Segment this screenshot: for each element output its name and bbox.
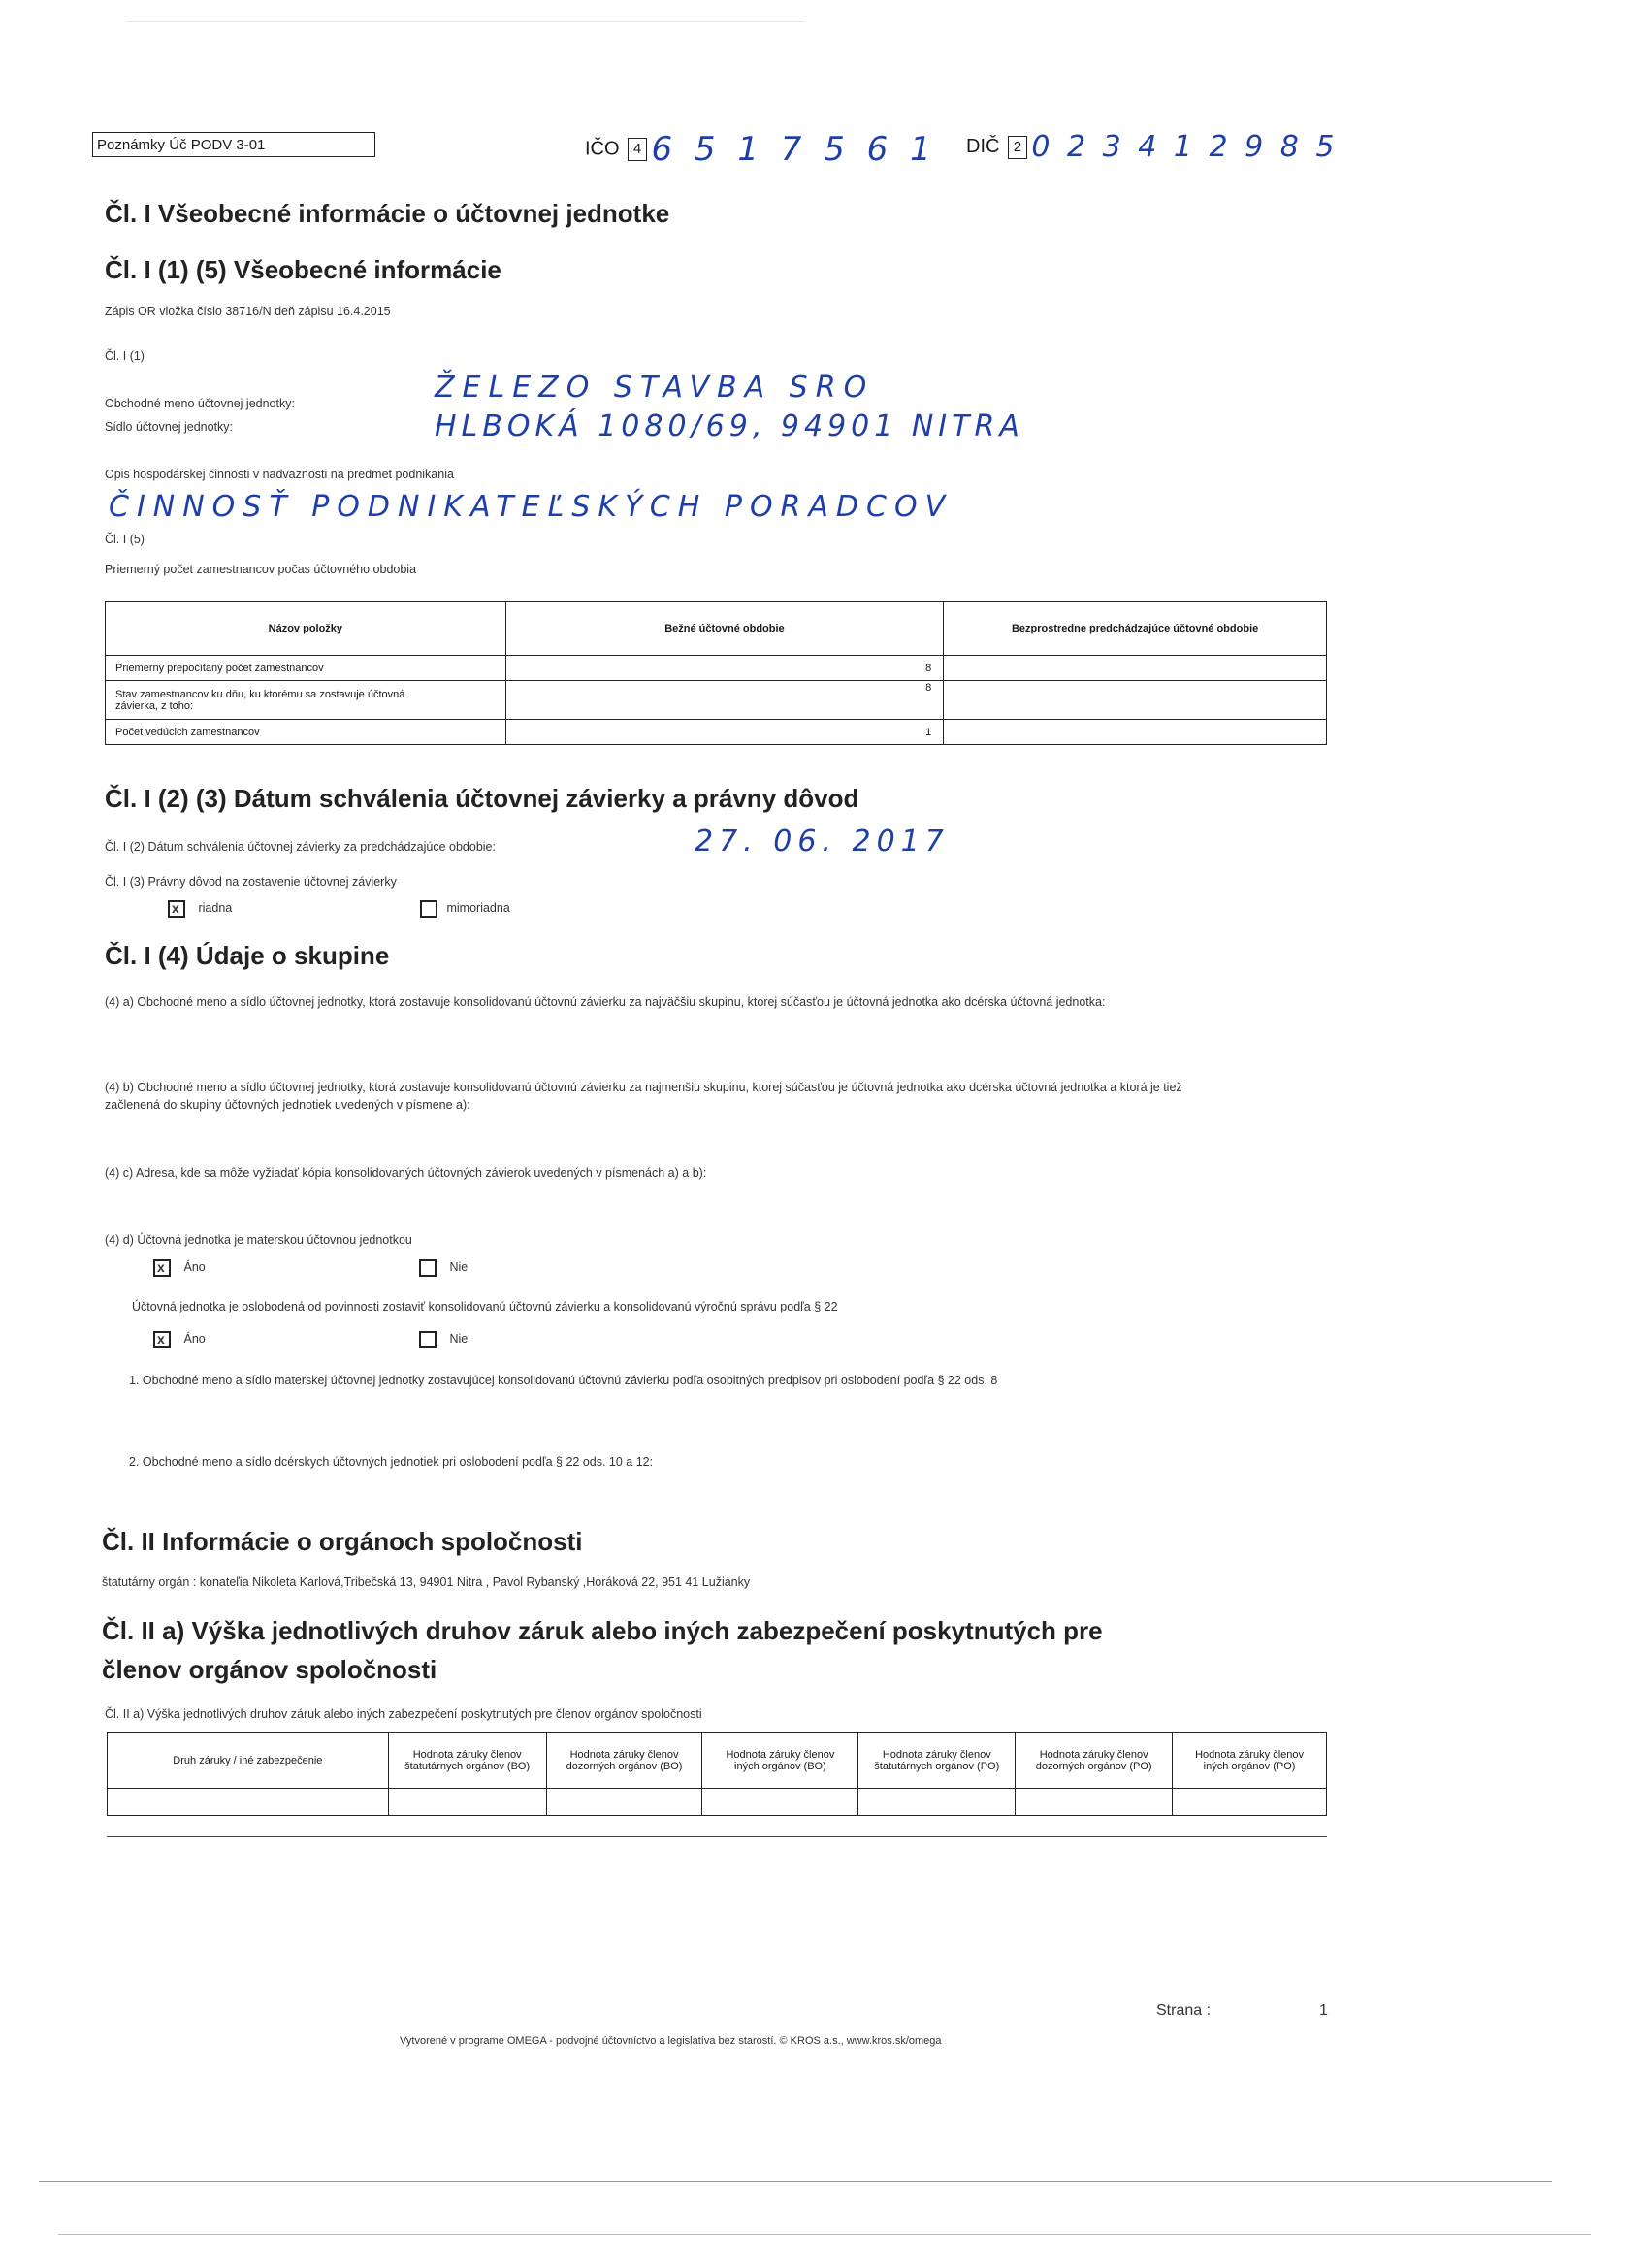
section1-title: Čl. I Všeobecné informácie o účtovnej jednotke — [105, 199, 670, 228]
table-row — [108, 1789, 1327, 1816]
exempt-text: Účtovná jednotka je oslobodená od povinnosti zostaviť konsolidovanú účtovnú závierku a konsolidovanú výročnú správu podľa § 22 — [132, 1300, 838, 1313]
checkbox-parent-yes[interactable] — [153, 1259, 171, 1277]
guarantee-table — [107, 1732, 1327, 1816]
ico-handwritten: 6 5 1 7 5 6 1 — [651, 130, 937, 169]
approval-date-value: 27. 06. 2017 — [695, 825, 950, 859]
row-label: Stav zamestnancov ku dňu, ku ktorému sa zostavuje účtovná závierka, z toho: — [106, 681, 506, 720]
ico-field — [585, 130, 937, 169]
checkbox-regular[interactable] — [168, 900, 185, 918]
row-previous — [944, 656, 1327, 681]
checkbox-extra[interactable] — [420, 900, 437, 918]
exempt-no-option — [419, 1331, 468, 1348]
header-current: Bežné účtovné obdobie — [505, 602, 944, 656]
ico-label: IČO — [585, 138, 620, 160]
group-c-text: (4) c) Adresa, kde sa môže vyžiadať kópia konsolidovaných účtovných závierok uvedených v písmenách a) a b): — [105, 1166, 707, 1180]
row-label: Priemerný prepočítaný počet zamestnancov — [106, 656, 506, 681]
dic-label: DIČ — [966, 136, 1000, 157]
exempt-yes-option — [153, 1331, 206, 1348]
page-label: Strana : — [1156, 2002, 1212, 2019]
approval-date-label: Čl. I (2) Dátum schválenia účtovnej závierky za predchádzajúce obdobie: — [105, 840, 496, 854]
parent-yes-label: Áno — [183, 1260, 206, 1275]
cl-5-label: Čl. I (5) — [105, 533, 145, 546]
parent-yes-option — [153, 1259, 206, 1277]
cell — [108, 1789, 389, 1816]
exempt-yes-label: Áno — [183, 1332, 206, 1346]
header-previous: Bezprostredne predchádzajúce účtovné obdobie — [944, 602, 1327, 656]
row-previous — [944, 681, 1327, 720]
section3-title: Čl. I (4) Údaje o skupine — [105, 941, 390, 970]
guarantee-table-header — [108, 1733, 1327, 1789]
checkbox-exempt-yes[interactable] — [153, 1331, 171, 1348]
section4-subtitle-line2: členov orgánov spoločnosti — [102, 1655, 437, 1684]
header-type: Druh záruky / iné zabezpečenie — [108, 1733, 389, 1789]
cell — [1173, 1789, 1327, 1816]
check-mark: x — [157, 1331, 165, 1346]
table-underline — [107, 1836, 1327, 1837]
table-row — [106, 681, 1327, 720]
cell — [1016, 1789, 1173, 1816]
section2-title: Čl. I (2) (3) Dátum schválenia účtovnej závierky a právny dôvod — [105, 784, 859, 813]
group-b-text: (4) b) Obchodné meno a sídlo účtovnej jednotky, ktorá zostavuje konsolidovanú účtovnú závierku za najmenšiu skupinu, ktorej súčasťou je účtovná jednotka ako dcérska účtovná jednotka a ktorá je tiež začlenená do skupiny účtovných jednotiek uvedených v písmene a): — [105, 1081, 1182, 1112]
guarantee-small-label: Čl. II a) Výška jednotlivých druhov záruk alebo iných zabezpečení poskytnutých pre členov orgánov spoločnosti — [105, 1707, 702, 1721]
parent-no-option — [419, 1259, 468, 1277]
table-row — [106, 656, 1327, 681]
option-extra — [420, 900, 510, 918]
legal-reason-label: Čl. I (3) Právny dôvod na zostavenie účtovnej závierky — [105, 875, 397, 889]
dic-field — [966, 130, 1338, 169]
name-value: ŽELEZO STAVBA SRO — [435, 371, 875, 405]
cl-1-label: Čl. I (1) — [105, 349, 145, 363]
option-regular — [168, 900, 232, 918]
cell — [546, 1789, 702, 1816]
parent-no-label: Nie — [449, 1260, 469, 1275]
page-number: 1 — [1319, 2002, 1328, 2019]
employees-label: Priemerný počet zamestnancov počas účtovného obdobia — [105, 563, 417, 576]
header-supervisory-bo: Hodnota záruky členov dozorných orgánov (BO) — [546, 1733, 702, 1789]
row-previous — [944, 720, 1327, 745]
row-label: Počet vedúcich zamestnancov — [106, 720, 506, 745]
exempt-no-label: Nie — [449, 1332, 469, 1346]
section4-subtitle-line1: Čl. II a) Výška jednotlivých druhov záruk alebo iných zabezpečení poskytnutých pre — [102, 1616, 1103, 1645]
activity-value: ČINNOSŤ PODNIKATEĽSKÝCH PORADCOV — [109, 490, 954, 524]
statutory-text: štatutárny orgán : konateľia Nikoleta Karlová,Tribečská 13, 94901 Nitra , Pavol Rybanský ,Horáková 22, 951 41 Lužianky — [102, 1575, 751, 1589]
checkbox-exempt-no[interactable] — [419, 1331, 436, 1348]
group-a-text: (4) a) Obchodné meno a sídlo účtovnej jednotky, ktorá zostavuje konsolidovanú účtovnú závierku za najväčšiu skupinu, ktorej súčasťou je účtovná jednotka ako dcérska účtovná jednotka: — [105, 995, 1106, 1009]
row-current: 1 — [505, 720, 944, 745]
note1-text: 1. Obchodné meno a sídlo materskej účtovnej jednotky zostavujúcej konsolidovanú účtovnú závierku podľa osobitných predpisov pri oslobodení podľa § 22 ods. 8 — [129, 1374, 998, 1387]
dic-first-digit: 2 — [1008, 136, 1027, 159]
scan-line-bottom-1 — [39, 2181, 1552, 2182]
cell — [702, 1789, 858, 1816]
header-supervisory-po: Hodnota záruky členov dozorných orgánov (PO) — [1016, 1733, 1173, 1789]
scan-line-top — [126, 21, 805, 22]
seat-value: HLBOKÁ 1080/69, 94901 NITRA — [435, 409, 1024, 443]
cell — [388, 1789, 546, 1816]
section4-title: Čl. II Informácie o orgánoch spoločnosti — [102, 1527, 583, 1556]
registration-text: Zápis OR vložka číslo 38716/N deň zápisu 16.4.2015 — [105, 305, 391, 318]
option-extra-label: mimoriadna — [446, 901, 510, 916]
dic-handwritten: 0 2 3 4 1 2 9 8 5 — [1031, 130, 1339, 164]
checkbox-parent-no[interactable] — [419, 1259, 436, 1277]
employees-table — [105, 601, 1327, 745]
row-current: 8 — [505, 681, 944, 720]
note2-text: 2. Obchodné meno a sídlo dcérskych účtovných jednotiek pri oslobodení podľa § 22 ods. 10 a 12: — [129, 1455, 654, 1469]
ico-first-digit: 4 — [628, 138, 647, 161]
check-mark: x — [157, 1259, 165, 1275]
employees-table-header — [106, 602, 1327, 656]
table-row — [106, 720, 1327, 745]
check-mark: x — [172, 900, 179, 916]
option-regular-label: riadna — [198, 901, 233, 916]
group-d-text: (4) d) Účtovná jednotka je materskou účtovnou jednotkou — [105, 1233, 412, 1247]
name-label: Obchodné meno účtovnej jednotky: — [105, 397, 295, 410]
seat-label: Sídlo účtovnej jednotky: — [105, 420, 234, 434]
footer-credit: Vytvorené v programe OMEGA - podvojné účtovníctvo a legislatíva bez starostí. © KROS a.s., www.kros.sk/omega — [400, 2035, 942, 2047]
header-other-po: Hodnota záruky členov iných orgánov (PO) — [1173, 1733, 1327, 1789]
header-other-bo: Hodnota záruky členov iných orgánov (BO) — [702, 1733, 858, 1789]
form-code: Poznámky Úč PODV 3-01 — [97, 137, 266, 153]
cell — [858, 1789, 1016, 1816]
header-name: Názov položky — [106, 602, 506, 656]
activity-label: Opis hospodárskej činnosti v nadväznosti na predmet podnikania — [105, 468, 454, 481]
section1-subtitle: Čl. I (1) (5) Všeobecné informácie — [105, 255, 501, 284]
row-current: 8 — [505, 656, 944, 681]
scan-line-bottom-2 — [58, 2234, 1591, 2235]
header-statutory-po: Hodnota záruky členov štatutárnych orgánov (PO) — [858, 1733, 1016, 1789]
form-code-box — [92, 132, 375, 157]
header-statutory-bo: Hodnota záruky členov štatutárnych orgánov (BO) — [388, 1733, 546, 1789]
